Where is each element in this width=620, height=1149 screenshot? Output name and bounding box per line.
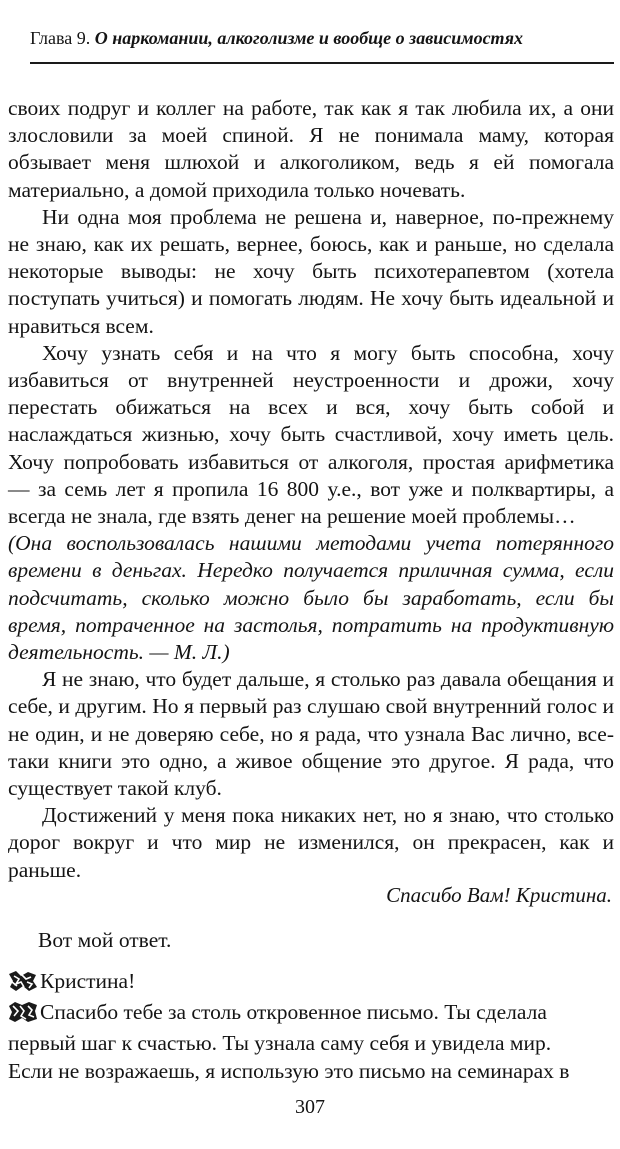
page-number: 307: [295, 1096, 325, 1118]
letter-signature: Спасибо Вам! Кристина.: [386, 883, 612, 907]
paragraph-5: Достижений у меня пока никаких нет, но я знаю, что столько дорог вокруг и что мир не изменился, он прекрасен, как и раньше.: [8, 803, 614, 882]
answer-intro: Вот мой ответ.: [38, 928, 172, 952]
reply-greeting-line: [8, 968, 614, 999]
reply-line-1: Спасибо тебе за столь откровенное письмо. Ты сделала: [40, 1000, 547, 1025]
chapter-number: Глава 9.: [30, 28, 91, 48]
running-header: [30, 28, 614, 64]
letter-body: [8, 95, 614, 884]
reply-line-3: Если не возражаешь, я использую это письмо на семинарах в: [8, 1058, 570, 1083]
reply-line-2: первый шаг к счастью. Ты узнала саму себя и увидела мир.: [8, 1031, 552, 1056]
paragraph-4: Я не знаю, что будет дальше, я столько раз давала обещания и себе, и другим. Но я первый раз слушаю свой внутренний голос и не один, и не доверяю себе, но я рада, что узнала Вас лично, все-таки книги это одно, а живое общение это другое. Я рада, что существует такой клуб.: [8, 667, 614, 801]
ornament-icon: [8, 970, 38, 999]
paragraph-1: своих подруг и коллег на работе, так как я так любила их, а они злословили за моей спиной. Я не понимала маму, которая обзывает меня шлюхой и алкоголиком, ведь я ей помогала материально, а домой приходила только ночевать.: [8, 96, 614, 202]
paragraph-3: Хочу узнать себя и на что я могу быть способна, хочу избавиться от внутренней неустроенности и дрожи, хочу перестать обижаться на всех и вся, хочу быть собой и наслаждаться жизнью, хочу быть счастливой, хочу иметь цель. Хочу попробовать избавиться от алкоголя, простая арифметика — за семь лет я пропила 16 800 у.е., вот уже и полквартиры, а всегда не знала, где взять денег на решение моей проблемы…: [8, 340, 614, 529]
ornament-icon: [8, 1001, 38, 1030]
paragraph-2: Ни одна моя проблема не решена и, наверное, по-прежнему не знаю, как их решать, вернее, боюсь, как и раньше, но сделала некоторые выводы: не хочу быть психотерапевтом (хотела поступать учиться) и помогать людям. Не хочу быть идеальной и нравиться всем.: [8, 204, 614, 338]
reply-greeting: Кристина!: [40, 969, 136, 993]
chapter-title: О наркомании, алкоголизме и вообще о зависимостях: [94, 28, 524, 48]
author-comment: (Она воспользовалась нашими методами учета потерянного времени в деньгах. Нередко получается приличная сумма, если подсчитать, сколько можно было бы заработать, если бы время, потраченное на застолья, потратить на продуктивную деятельность. — М. Л.): [8, 531, 614, 665]
reply-letter: [8, 968, 614, 1085]
reply-line-1-wrap: [8, 999, 614, 1030]
